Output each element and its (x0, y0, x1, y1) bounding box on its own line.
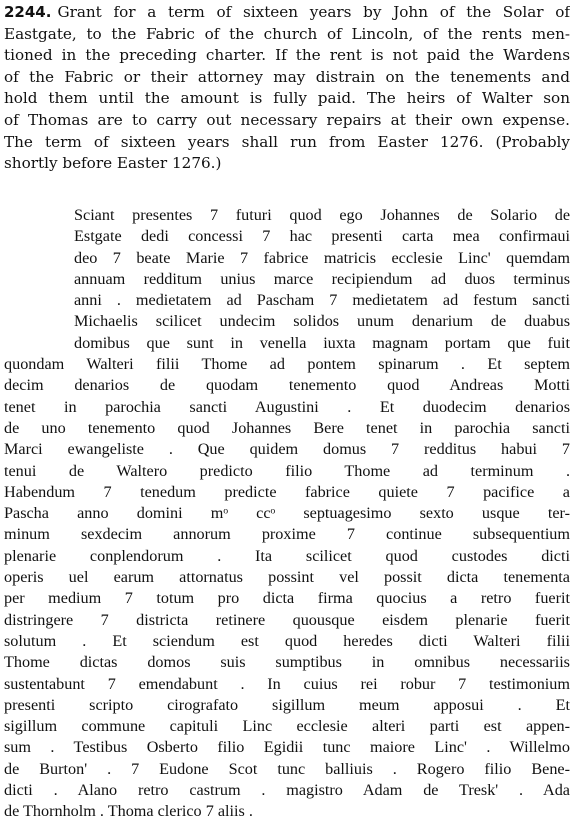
summary-line: hold them until the amount is fully paid. The heirs of Walter son (4, 89, 570, 108)
charter-line: deo 7 beate Marie 7 fabrice matricis ecclesie Linc' quemdam (74, 248, 570, 267)
charter-line: Pascha anno domini mᵒ ccᵒ septuagesimo sexto usque ter- (4, 504, 570, 523)
charter-line: distringere 7 districta retinere quousque eisdem plenarie fuerit (4, 610, 570, 629)
charter-line: de uno tenemento quod Johannes Bere tenet in parochia sancti (4, 418, 570, 437)
charter-line: sigillum commune capituli Linc ecclesie alteri parti est appen- (4, 717, 570, 736)
charter-line: tenui de Waltero predicto filio Thome ad terminum . (4, 461, 570, 480)
charter-line: Sciant presentes 7 futuri quod ego Johannes de Solario de (74, 206, 570, 224)
charter-line: Michaelis scilicet undecim solidos unum denarium de duabus (74, 312, 570, 331)
summary-line: shortly before Easter 1276.) (4, 154, 222, 173)
charter-line: annuam redditum unius marce recipiendum ad duos terminus (74, 269, 570, 288)
summary-line: Eastgate, to the Fabric of the church of Lincoln, of the rents men- (4, 24, 570, 43)
charter-line: anni . medietatem ad Pascham 7 medietatem ad festum sancti (74, 291, 570, 310)
charter-line: solutum . Et sciendum est quod heredes dicti Walteri filii (4, 631, 570, 650)
charter-line: Thome dictas domos suis sumptibus in omnibus necessariis (4, 653, 570, 672)
entry-number: 2244. (4, 3, 52, 21)
charter-text (4, 205, 570, 823)
charter-line: sum . Testibus Osberto filio Egidii tunc maiore Linc' . Willelmo (4, 738, 570, 757)
charter-line: presenti scripto cirografato sigillum meum apposui . Et (4, 695, 570, 714)
summary-line: of Thomas are to carry out necessary repairs at their own expense. (4, 110, 570, 129)
charter-line: tenet in parochia sancti Augustini . Et duodecim denarios (4, 397, 570, 416)
charter-line: Estgate dedi concessi 7 hac presenti carta mea confirmaui (74, 227, 570, 246)
charter-line: domibus que sunt in venella iuxta magnam portam que fuit (74, 333, 570, 352)
entry-summary (4, 2, 570, 175)
charter-line: sustentabunt 7 emendabunt . In cuius rei robur 7 testimonium (4, 674, 570, 693)
charter-line: dicti . Alano retro castrum . magistro Adam de Tresk' . Ada (4, 781, 570, 800)
charter-line: quondam Walteri filii Thome ad pontem spinarum . Et septem (4, 355, 570, 374)
charter-line: Habendum 7 tenedum predicte fabrice quiete 7 pacifice a (4, 482, 570, 501)
summary-line: tioned in the preceding charter. If the rent is not paid the Wardens (4, 46, 570, 65)
summary-line: of the Fabric or their attorney may distrain on the tenements and (4, 67, 570, 86)
charter-line: Marci ewangeliste . Que quidem domus 7 redditus habui 7 (4, 440, 570, 459)
charter-line: de Thornholm . Thoma clerico 7 aliis . (4, 802, 253, 821)
charter-line: decim denarios de quodam tenemento quod Andreas Motti (4, 376, 570, 395)
charter-line: plenarie conplendorum . Ita scilicet quod custodes dicti (4, 546, 570, 565)
summary-line: 2244. Grant for a term of sixteen years by John of the Solar of (4, 3, 570, 21)
charter-line: minum sexdecim annorum proxime 7 continue subsequentium (4, 525, 570, 544)
charter-line: per medium 7 totum pro dicta firma quocius a retro fuerit (4, 589, 570, 608)
charter-line: de Burton' . 7 Eudone Scot tunc balliuis . Rogero filio Bene- (4, 759, 570, 778)
charter-line: operis uel earum attornatus possint vel possit dicta tenementa (4, 568, 570, 587)
summary-line: The term of sixteen years shall run from Easter 1276. (Probably (4, 132, 570, 151)
